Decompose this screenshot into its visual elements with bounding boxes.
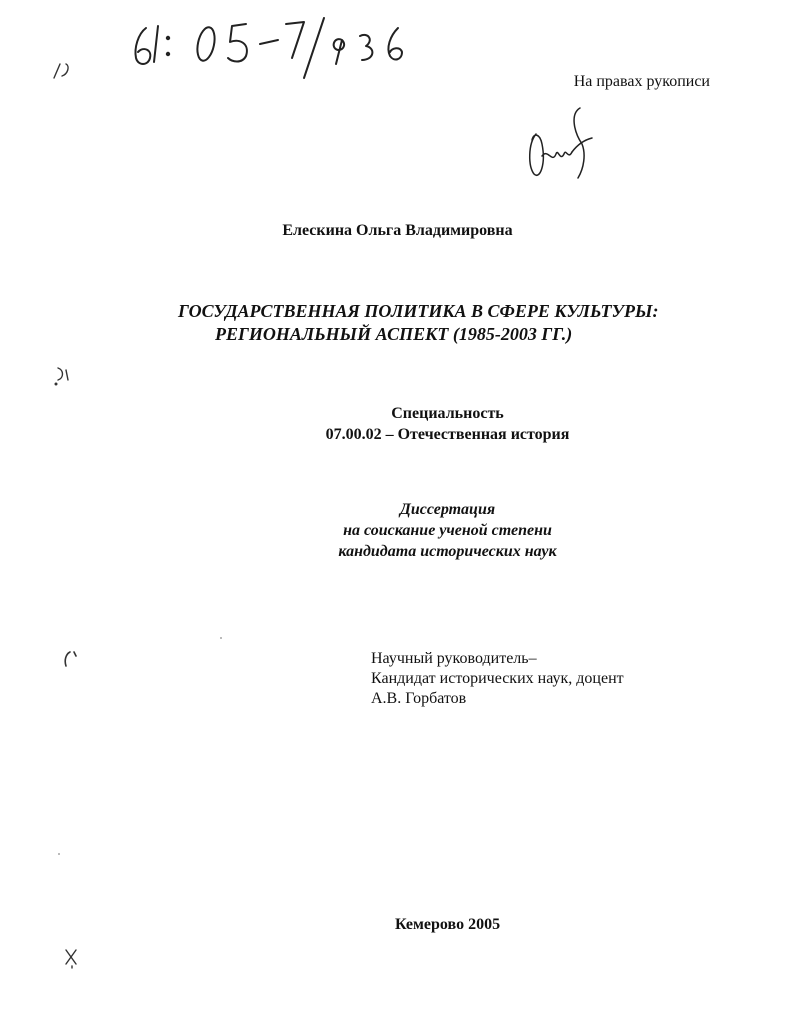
dissertation-type-line-1: Диссертация (399, 501, 496, 518)
scan-speck (220, 637, 222, 639)
scan-speck (58, 853, 60, 855)
advisor-name: А.В. Горбатов (371, 690, 467, 707)
handwritten-signature-icon (522, 104, 600, 184)
margin-hole-mark-icon (60, 944, 84, 970)
place-and-year: Кемерово 2005 (394, 916, 501, 933)
handwritten-archive-code (128, 14, 428, 84)
specialty-label: Специальность (391, 405, 504, 422)
rights-note: На правах рукописи (573, 73, 710, 90)
margin-hole-mark-icon (48, 58, 78, 84)
dissertation-title-line-2: РЕГИОНАЛЬНЫЙ АСПЕКТ (1985-2003 ГГ.) (215, 324, 573, 344)
dissertation-title-line-1: ГОСУДАРСТВЕННАЯ ПОЛИТИКА В СФЕРЕ КУЛЬТУРЫ: (178, 301, 659, 321)
dissertation-type-line-3: кандидата исторических наук (338, 543, 557, 560)
specialty-value: 07.00.02 – Отечественная история (325, 426, 570, 443)
dissertation-type-line-2: на соискание ученой степени (343, 522, 552, 539)
advisor-heading: Научный руководитель– (371, 650, 537, 667)
advisor-degree: Кандидат исторических наук, доцент (371, 670, 624, 687)
margin-hole-mark-icon (52, 362, 76, 388)
margin-hole-mark-icon (58, 646, 84, 670)
author-name: Елескина Ольга Владимировна (282, 222, 513, 239)
